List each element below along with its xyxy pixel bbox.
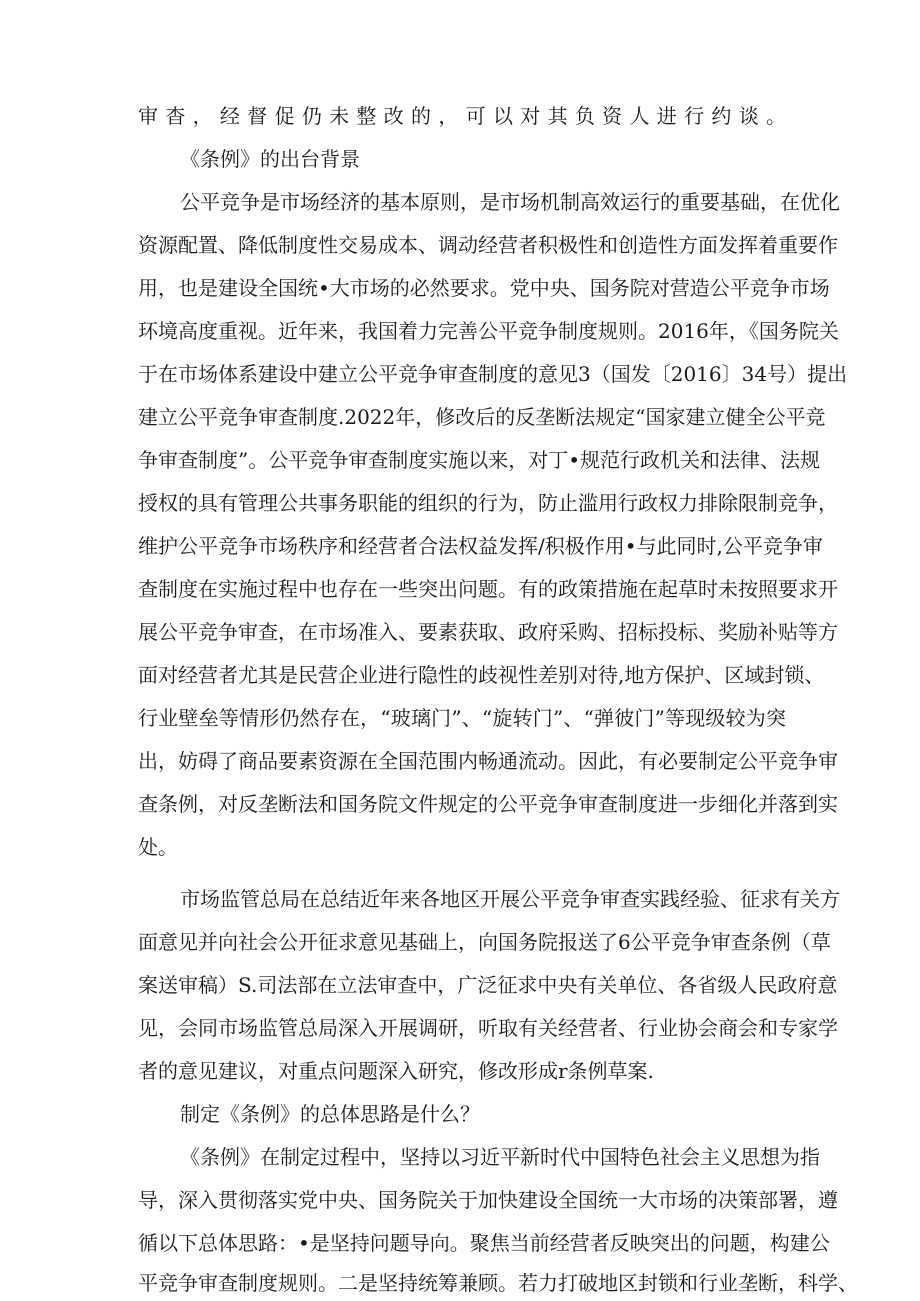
text-line: 循以下总体思路：•是坚持问题导向。聚焦当前经营者反映突出的问题，构建公 bbox=[138, 1231, 830, 1255]
text-line: 出，妨碍了商品要素资源在全国范围内畅通流动。因此，有必要制定公平竞争审 bbox=[138, 749, 838, 773]
text-line: 处。 bbox=[138, 835, 178, 859]
text-line: 导，深入贯彻落实党中央、国务院关于加快建设全国统一大市场的决策部署，遵 bbox=[138, 1188, 838, 1212]
text-line: 用，也是建设全国统•大市场的必然要求。党中央、国务院对营造公平竞争市场 bbox=[138, 276, 830, 300]
text-line: 查制度在实施过程中也存在一些突出问题。有的政策措施在起草时未按照要求开 bbox=[138, 577, 838, 601]
text-line: 面对经营者尤其是民营企业进行隐性的歧视性差别对待,地方保护、区域封锁、 bbox=[138, 663, 825, 687]
section-heading: 制定《条例》的总体思路是什么？ bbox=[180, 1102, 480, 1126]
text-line: 行业壁垒等情形仍然存在，“玻璃门”、“旋转门”、“弹彼门”等现级较为突 bbox=[138, 706, 786, 730]
text-line: 见，会同市场监管总局深入开展调研，听取有关经营者、行业协会商会和专家学 bbox=[138, 1016, 838, 1040]
text-line: 展公平竞争审查，在市场准入、要素获取、政府采购、招标投标、奖励补贴等方 bbox=[138, 620, 838, 644]
text-line: 维护公平竞争市场秩序和经营者合法权益发挥/积极作用•与此同时,公平竞争审 bbox=[138, 534, 823, 558]
text-line: 公平竞争是市场经济的基本原则，是市场机制高效运行的重要基础，在优化 bbox=[180, 190, 840, 214]
text-line: 面意见并向社会公开征求意见基础上，向国务院报送了6公平竞争审查条例（草 bbox=[138, 930, 831, 954]
text-line: 平竞争审查制度规则。二是坚持统筹兼顾。若力打破地区封锁和行业垄断，科学、 bbox=[138, 1271, 858, 1295]
text-line: 案送审稿）S.司法部在立法审查中，广泛征求中央有关单位、各省级人民政府意 bbox=[138, 973, 838, 997]
text-line: 审杳，经督促仍未整改的，可以对其负资人进行约谈。 bbox=[138, 104, 786, 128]
text-line: 授权的具有管理公共事务职能的组织的行为，防止滥用行政权力排除限制竞争， bbox=[138, 491, 838, 515]
text-line: 争审查制度”。公平竞争审查制度实施以来，对丁•规范行政机关和法律、法规 bbox=[138, 448, 821, 472]
text-line: 于在市场体系建设中建立公平竞争审查制度的意见3（国发〔2016〕34号）提出 bbox=[138, 362, 848, 386]
text-line: 者的意见建议，对重点问题深入研究，修改形成r条例草案. bbox=[138, 1059, 654, 1083]
text-line: 建立公平竞争审查制度.2022年，修改后的反垄断法规定“国家建立健全公平竞 bbox=[138, 405, 826, 429]
text-line: 《条例》在制定过程中，坚持以习近平新时代中国特色社会主义思想为指 bbox=[180, 1145, 820, 1169]
text-line: 环境高度重视。近年来，我国着力完善公平竞争制度规则。2016年，《国务院关 bbox=[138, 319, 839, 343]
text-line: 市场监管总局在总结近年来各地区开展公平竞争审查实践经验、征求有关方 bbox=[180, 887, 840, 911]
text-line: 资源配置、降低制度性交易成本、调动经营者积极性和创造性方面发挥着重要作 bbox=[138, 233, 838, 257]
section-heading: 《条例》的出台背景 bbox=[180, 147, 360, 171]
text-line: 查条例，对反垄断法和国务院文件规定的公平竞争审查制度进一步细化并落到实 bbox=[138, 792, 838, 816]
